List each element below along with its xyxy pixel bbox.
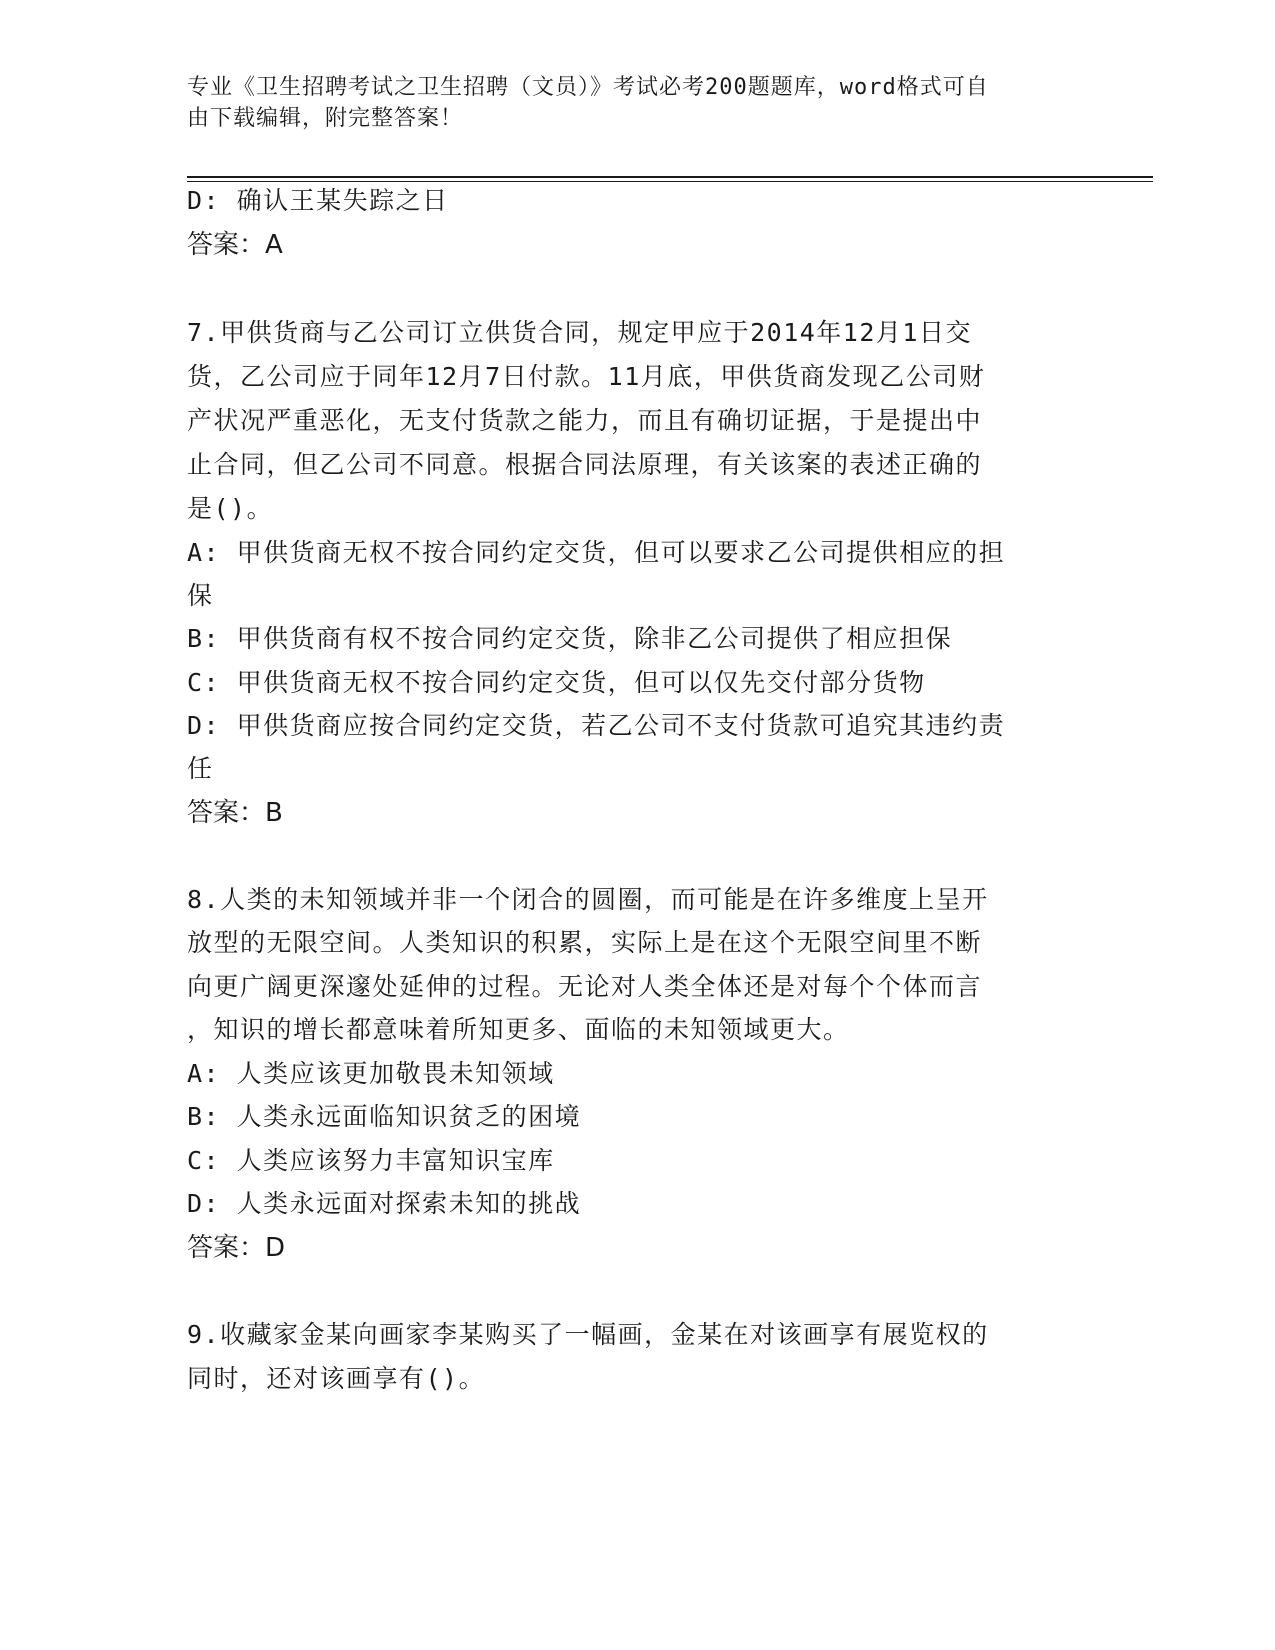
q9-stem-line-2: 同时，还对该画享有()。 (187, 1364, 486, 1393)
q8-stem-line-2: 放型的无限空间。人类知识的积累，实际上是在这个无限空间里不断 (187, 928, 983, 957)
q7-option-d-cont: 任 (187, 754, 214, 783)
q7-stem-line-5: 是()。 (187, 494, 274, 523)
q8-stem-line-1: 8.人类的未知领域并非一个闭合的圆圈，而可能是在许多维度上呈开 (187, 885, 989, 914)
header-line-2: 由下载编辑，附完整答案！ (187, 106, 464, 131)
q7-stem-line-3: 产状况严重恶化，无支付货款之能力，而且有确切证据，于是提出中 (187, 406, 983, 435)
q7-option-b: B: 甲供货商有权不按合同约定交货，除非乙公司提供了相应担保 (187, 624, 953, 653)
q7-stem-line-2: 货，乙公司应于同年12月7日付款。11月底，甲供货商发现乙公司财 (187, 362, 986, 391)
q9-stem-line-1: 9.收藏家金某向画家李某购买了一幅画，金某在对该画享有展览权的 (187, 1320, 989, 1349)
header-divider-thick (187, 176, 1153, 178)
q7-option-d: D: 甲供货商应按合同约定交货，若乙公司不支付货款可追究其违约责 (187, 711, 1006, 740)
header-divider-thin (187, 181, 1153, 182)
document-header (187, 72, 1067, 134)
q7-option-a-cont: 保 (187, 581, 214, 610)
q7-option-a: A: 甲供货商无权不按合同约定交货，但可以要求乙公司提供相应的担 (187, 538, 1006, 567)
q8-stem-line-3: 向更广阔更深邃处延伸的过程。无论对人类全体还是对每个个体而言 (187, 972, 983, 1001)
q7-answer: 答案：B (187, 798, 283, 828)
q8-answer: 答案：D (187, 1233, 286, 1263)
q7-option-c: C: 甲供货商无权不按合同约定交货，但可以仅先交付部分货物 (187, 668, 926, 697)
q8-option-d: D: 人类永远面对探索未知的挑战 (187, 1189, 582, 1218)
q7-stem-line-1: 7.甲供货商与乙公司订立供货合同，规定甲应于2014年12月1日交 (187, 318, 972, 347)
q6-option-d: D: 确认王某失踪之日 (187, 186, 449, 215)
q8-option-b: B: 人类永远面临知识贫乏的困境 (187, 1102, 582, 1131)
q8-option-c: C: 人类应该努力丰富知识宝库 (187, 1146, 555, 1175)
header-line-1: 专业《卫生招聘考试之卫生招聘（文员）》考试必考200题题库，word格式可自 (187, 75, 989, 100)
q6-answer: 答案：A (187, 230, 283, 260)
q8-stem-line-4: ，知识的增长都意味着所知更多、面临的未知领域更大。 (187, 1015, 850, 1044)
q7-stem-line-4: 止合同，但乙公司不同意。根据合同法原理，有关该案的表述正确的 (187, 450, 983, 479)
q8-option-a: A: 人类应该更加敬畏未知领域 (187, 1059, 555, 1088)
